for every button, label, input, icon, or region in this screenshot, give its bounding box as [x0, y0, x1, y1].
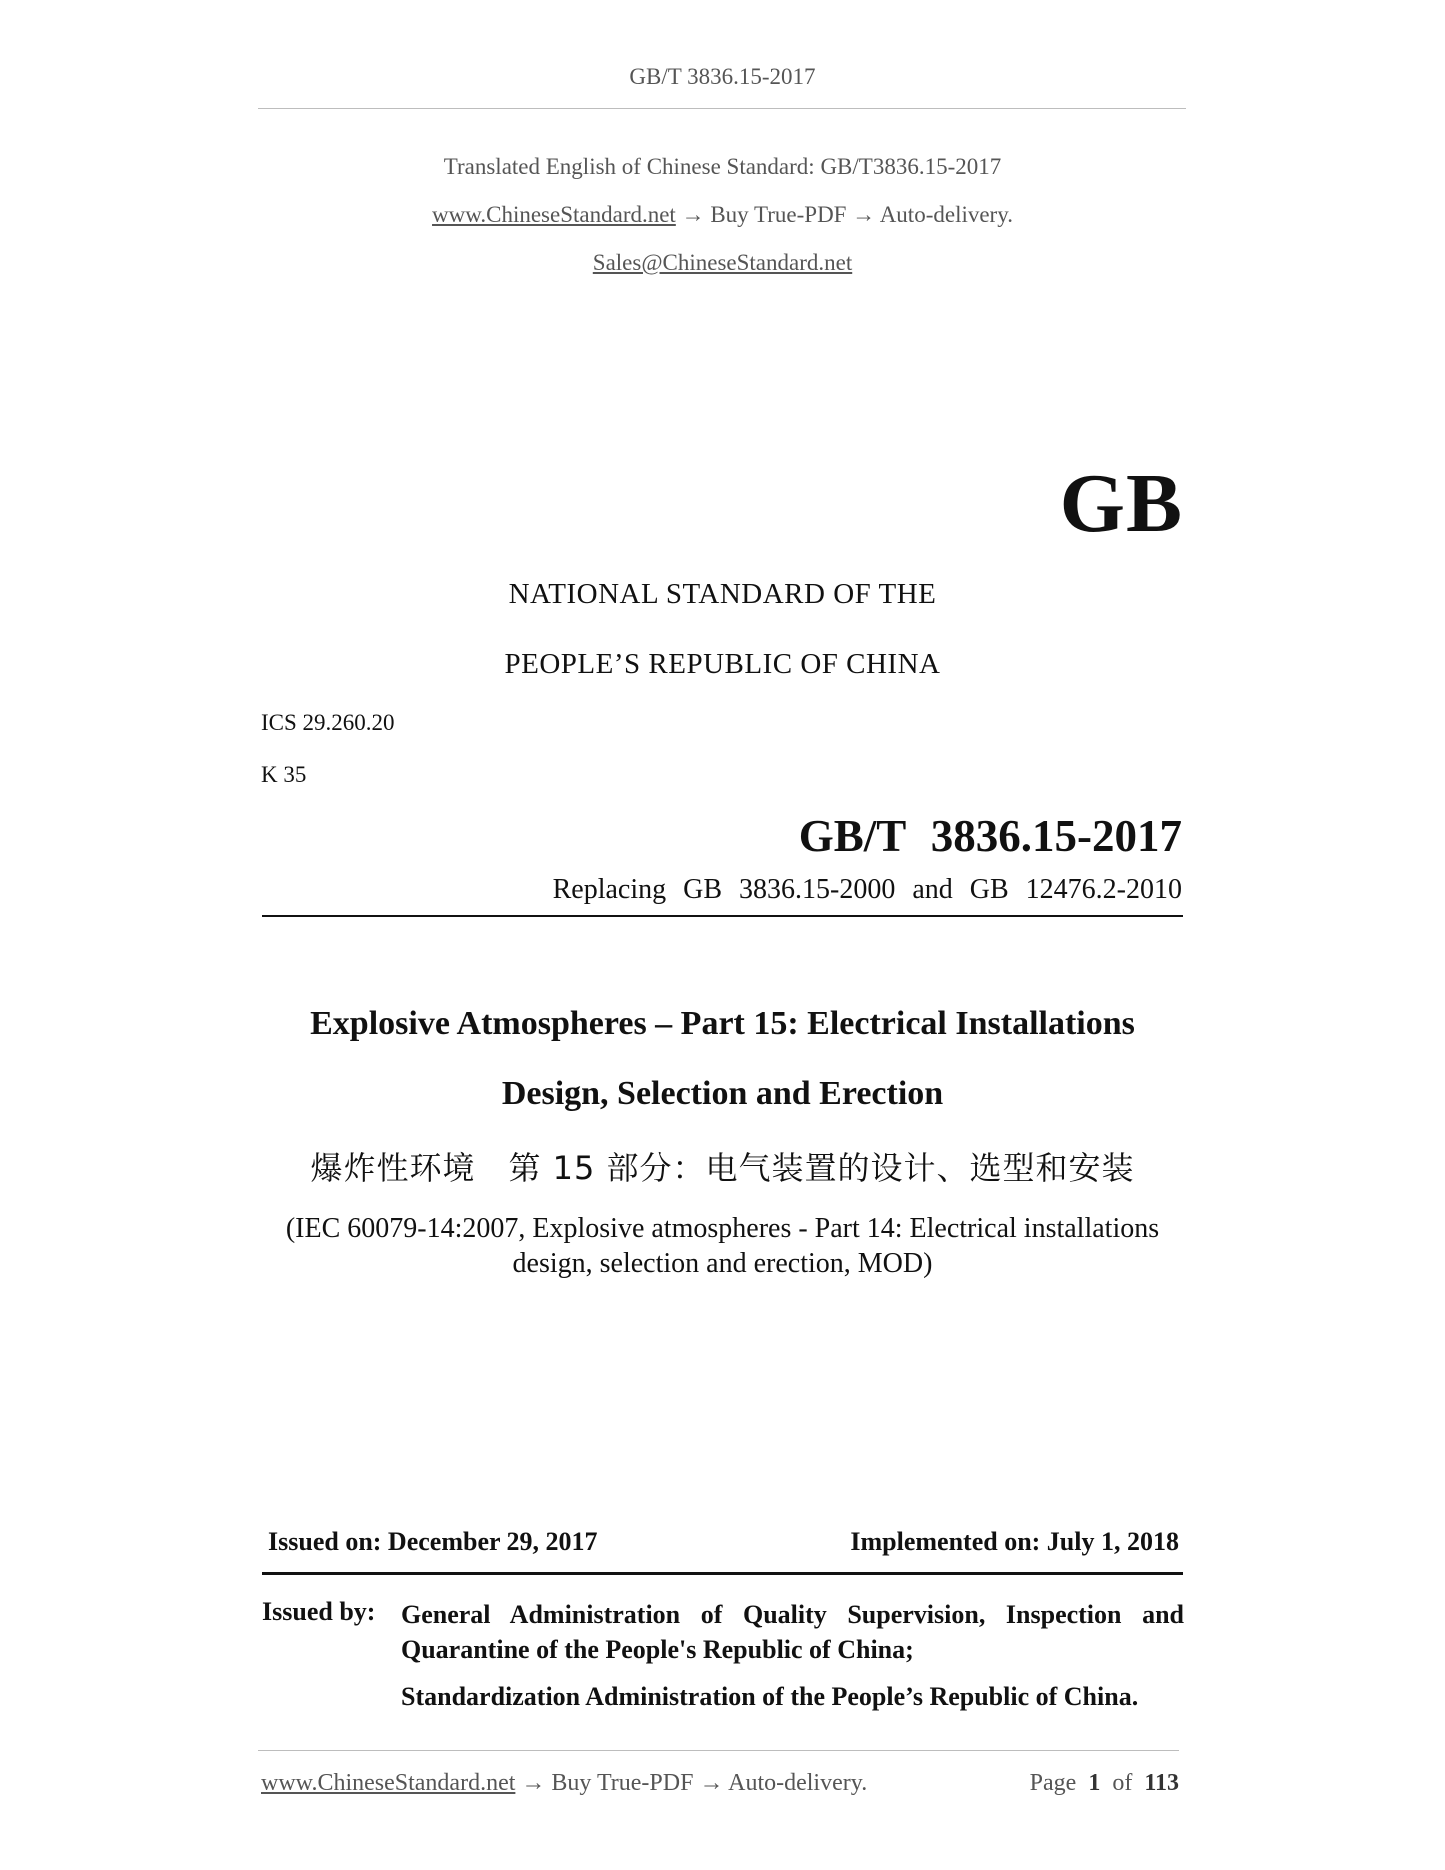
page-total: 113	[1144, 1770, 1179, 1796]
header-divider	[258, 108, 1186, 109]
gb-logo: GB	[1059, 457, 1183, 550]
iec-reference-line2: design, selection and erection, MOD)	[512, 1248, 933, 1279]
footer-purchase-notice	[261, 1770, 867, 1797]
issuing-organization-1: General Administration of Quality Supervision, Inspection and Quarantine of the People's Republic of China;	[401, 1600, 1184, 1664]
ccs-code: K 35	[261, 762, 307, 787]
dates-divider	[262, 1572, 1183, 1575]
national-standard-line2: PEOPLE’S REPUBLIC OF CHINA	[504, 648, 941, 680]
purchase-notice	[0, 202, 1445, 228]
standard-number: GB/T 3836.15-2017	[798, 811, 1182, 861]
title-english-line2: Design, Selection and Erection	[501, 1075, 944, 1112]
ics-code: ICS 29.260.20	[261, 710, 395, 735]
page-word: Page	[1029, 1770, 1077, 1796]
issued-on-date: Issued on: December 29, 2017	[268, 1527, 598, 1556]
page-indicator	[1030, 1770, 1179, 1797]
translation-notice: Translated English of Chinese Standard: GB/T3836.15-2017	[443, 154, 1002, 179]
implemented-on-date: Implemented on: July 1, 2018	[850, 1527, 1179, 1556]
replacing-note: Replacing GB 3836.15-2000 and GB 12476.2-2010	[552, 874, 1182, 905]
title-chinese: 爆炸性环境 第 15 部分：电气装置的设计、选型和安装	[310, 1149, 1135, 1187]
site-link[interactable]: www.ChineseStandard.net	[432, 202, 676, 227]
issued-by-label: Issued by:	[262, 1597, 376, 1626]
email-line	[0, 250, 1445, 276]
purchase-text: → Buy True-PDF → Auto-delivery.	[675, 202, 1013, 227]
national-standard-line1: NATIONAL STANDARD OF THE	[508, 578, 937, 610]
issuing-organization-2: Standardization Administration of the People’s Republic of China.	[401, 1682, 1139, 1711]
footer-purchase-text: → Buy True-PDF → Auto-delivery.	[515, 1770, 868, 1796]
footer-divider	[258, 1750, 1179, 1751]
iec-reference-line1: (IEC 60079-14:2007, Explosive atmospheres - Part 14: Electrical installations	[285, 1213, 1160, 1244]
email-link[interactable]: Sales@ChineseStandard.net	[592, 250, 853, 275]
footer-site-link[interactable]: www.ChineseStandard.net	[261, 1770, 516, 1796]
title-divider	[262, 915, 1183, 917]
page-of-word: of	[1112, 1770, 1133, 1796]
title-english-line1: Explosive Atmospheres – Part 15: Electrical Installations	[310, 1005, 1135, 1042]
running-header: GB/T 3836.15-2017	[629, 64, 816, 89]
page-current: 1	[1088, 1770, 1101, 1796]
